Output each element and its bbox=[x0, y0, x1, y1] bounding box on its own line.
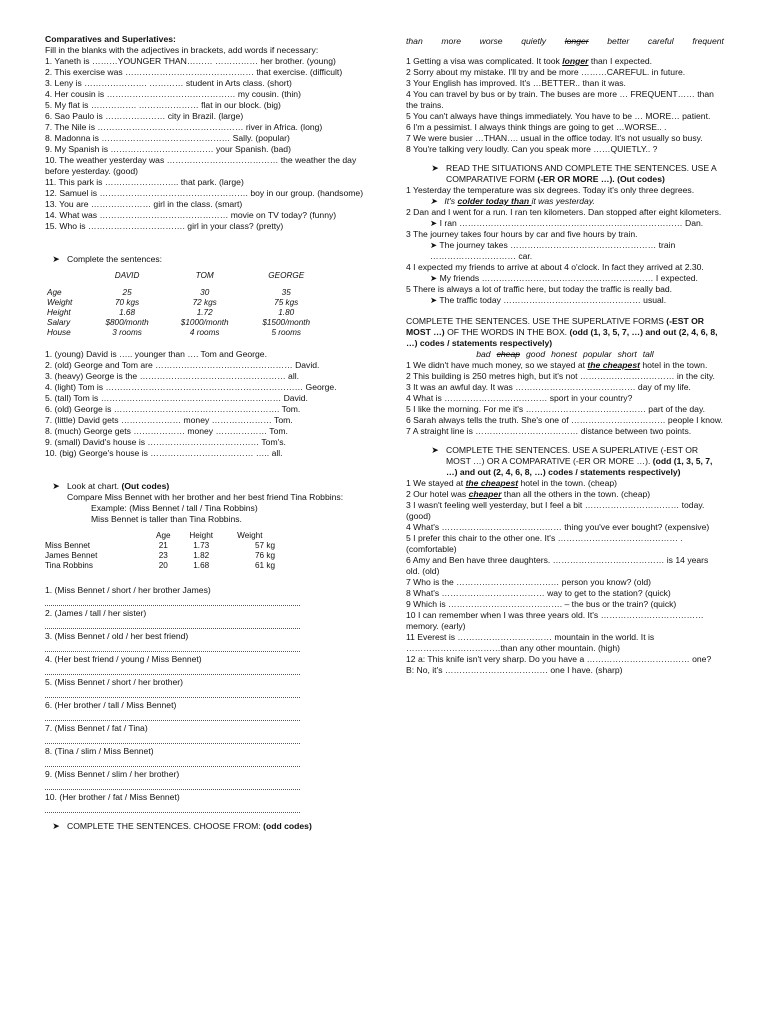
answer-line[interactable] bbox=[45, 757, 300, 767]
exercise-item: 3 I wasn't feeling well yesterday, but I feel a bit …………………………… today. (good) bbox=[406, 500, 705, 521]
arrow-bullet-icon: ➤ bbox=[431, 445, 439, 455]
table-header: Age bbox=[155, 531, 171, 540]
worksheet-title: Comparatives and Superlatives: bbox=[45, 34, 176, 44]
exercise-item: 1. (young) David is ….. younger than …. Tom and George. bbox=[45, 349, 267, 359]
exercise-item: 3. Leny is …………………. ………… student in Arts class. (short) bbox=[45, 78, 292, 88]
exercise-item: 6 Sarah always tells the truth. She's one of …………………………… people I know. bbox=[406, 415, 723, 425]
exercise-item: 8. (Tina / slim / Miss Bennet) bbox=[45, 746, 154, 756]
table-cell: Height bbox=[47, 308, 71, 317]
answer-line[interactable] bbox=[45, 711, 300, 721]
exercise-item: 1 We didn't have much money, so we stayed at the cheapest hotel in the town. bbox=[406, 360, 708, 370]
exercise-item: 9. My Spanish is ……………………………… your Spanish. (bad) bbox=[45, 144, 291, 154]
filled-answer: longer bbox=[562, 56, 589, 66]
exercise-item: 1 Getting a visa was complicated. It took longer than I expected. bbox=[406, 56, 653, 66]
exercise-item: 5. (tall) Tom is ……………………………………………………… David. bbox=[45, 393, 308, 403]
table-row bbox=[47, 288, 327, 298]
table-cell: Tina Robbins bbox=[45, 561, 93, 570]
table-header: Height bbox=[189, 531, 214, 540]
answer-line[interactable] bbox=[45, 803, 300, 813]
table-cell: $800/month bbox=[105, 318, 149, 327]
exercise-item: 2 Our hotel was cheaper than all the others in the town. (cheap) bbox=[406, 489, 651, 499]
exercise-item: 1. (Miss Bennet / short / her brother James) bbox=[45, 585, 211, 595]
exercise-item: 7 Who is the ……………………………… person you know? (old) bbox=[406, 577, 651, 587]
exercise-item: 10 I can remember when I was three years old. It's ……………………………… memory. (early) bbox=[406, 610, 704, 631]
filled-answer: the cheapest bbox=[465, 478, 519, 488]
table-cell: 1.72 bbox=[196, 308, 213, 317]
exercise-item: 1 Yesterday the temperature was six degrees. Today it's only three degrees. bbox=[406, 185, 695, 195]
exercise-item: 2. (old) George and Tom are ………………………………………… David. bbox=[45, 360, 320, 370]
exercise-item: 5. (Miss Bennet / short / her brother) bbox=[45, 677, 184, 687]
exercise-item: 15. Who is ……………………………. girl in your class? (pretty) bbox=[45, 221, 284, 231]
exercise-6-list bbox=[406, 360, 724, 437]
table-cell: Salary bbox=[47, 318, 71, 327]
exercise-item: 12 a: This knife isn't very sharp. Do you have a ……………………………… one? bbox=[406, 654, 712, 664]
table-row bbox=[47, 308, 327, 318]
word-box-word: better bbox=[607, 36, 630, 46]
table-cell: 1.68 bbox=[119, 308, 136, 317]
exercise-item: 12. Samuel is ……………………………………………. boy in our group. (handsome) bbox=[45, 188, 364, 198]
left-column bbox=[45, 34, 365, 832]
exercise-item: 8 You're talking very loudly. Can you speak more ……QUIETLY.. ? bbox=[406, 144, 658, 154]
exercise-item: 3 It was an awful day. It was …………………………………… day of my life. bbox=[406, 382, 691, 392]
word-box-word: popular bbox=[582, 349, 612, 359]
exercise-item: 4. (light) Tom is …………………………………………………………… George. bbox=[45, 382, 337, 392]
exercise-item: 10. The weather yesterday was ………………………………… the weather the day before yesterday. (good) bbox=[45, 155, 357, 176]
exercise-item: 5 There is always a lot of traffic here, but today the traffic is really bad. bbox=[406, 284, 673, 294]
exercise-item: 6 Amy and Ben have three daughters. ………………………………… is 14 years old. (old) bbox=[406, 555, 709, 576]
table-cell: James Bennet bbox=[45, 551, 98, 560]
exercise-2-list bbox=[45, 349, 365, 459]
word-box-2 bbox=[406, 349, 724, 360]
exercise-item: 11 Everest is …………………………… mountain in the world. It is ……………………………than any other mountain. (high) bbox=[406, 632, 655, 653]
right-column bbox=[406, 36, 724, 676]
exercise-item: 7. The Nile is …………………………………………… river in Africa. (long) bbox=[45, 122, 323, 132]
answer-line[interactable] bbox=[45, 688, 300, 698]
arrow-bullet-icon: ➤ bbox=[52, 254, 60, 264]
exercise-item: 7 A straight line is ……………………………… distance between two points. bbox=[406, 426, 692, 436]
exercise-item: 4 What is ……………………………… sport in your country? bbox=[406, 393, 633, 403]
exercise-5-list bbox=[406, 185, 724, 306]
table-cell: 5 rooms bbox=[271, 328, 302, 337]
table-cell: 21 bbox=[158, 541, 168, 550]
section-3-example: Example: (Miss Bennet / tall / Tina Robbins) bbox=[91, 503, 258, 513]
table-row bbox=[47, 328, 327, 338]
table-cell: 25 bbox=[122, 288, 132, 297]
exercise-item: 8 What's ……………………………… way to get to the station? (quick) bbox=[406, 588, 671, 598]
table-cell: 70 kgs bbox=[115, 298, 140, 307]
exercise-item: 8. Madonna is ……………………………………… Sally. (popular) bbox=[45, 133, 290, 143]
word-box-word: worse bbox=[479, 36, 503, 46]
table-row bbox=[45, 551, 275, 561]
exercise-item: 3. (Miss Bennet / old / her best friend) bbox=[45, 631, 189, 641]
exercise-item: 5 You can't always have things immediately. You have to be … MORE… patient. bbox=[406, 111, 711, 121]
exercise-item: 5 I like the morning. For me it's …………………………………… part of the day. bbox=[406, 404, 705, 414]
table-header bbox=[45, 531, 149, 541]
answer-line[interactable] bbox=[45, 642, 300, 652]
table-row bbox=[45, 561, 275, 571]
answer-line[interactable] bbox=[45, 619, 300, 629]
exercise-item: 11. This park is …………………….. that park. (large) bbox=[45, 177, 244, 187]
exercise-item: 4. (Her best friend / young / Miss Bennet) bbox=[45, 654, 202, 664]
filled-answer: the cheapest bbox=[587, 360, 640, 370]
answer-prompt: ➤ The traffic today ………………………………………… usual. bbox=[430, 295, 667, 305]
exercise-item: 2. This exercise was ……………………………………… that exercise. (difficult) bbox=[45, 67, 343, 77]
table-cell: 20 bbox=[158, 561, 168, 570]
exercise-item: 7 We were busier …THAN…. usual in the office today. It's not usually so busy. bbox=[406, 133, 703, 143]
section-3-heading: ➤ Look at chart. (Out codes) bbox=[45, 481, 365, 492]
exercise-item: 4. Her cousin is ……………………………………… my cousin. (thin) bbox=[45, 89, 301, 99]
word-box-word: tall bbox=[642, 349, 654, 359]
exercise-item: 1. Yaneth is ………YOUNGER THAN……… …………… her brother. (young) bbox=[45, 56, 336, 66]
exercise-item: 9 Which is …………………………………. – the bus or the train? (quick) bbox=[406, 599, 677, 609]
exercise-item: 13. You are ………………… girl in the class. (smart) bbox=[45, 199, 243, 209]
word-box-word: cheap bbox=[496, 349, 521, 359]
exercise-4-list bbox=[406, 56, 724, 155]
word-box-word: than bbox=[406, 36, 423, 46]
exercise-item: 3 The journey takes four hours by car and five hours by train. bbox=[406, 229, 638, 239]
exercise-item: 7. (little) David gets ………………… money ………………… Tom. bbox=[45, 415, 293, 425]
exercise-item: 1 We stayed at the cheapest hotel in the town. (cheap) bbox=[406, 478, 617, 488]
section-7-heading: ➤ COMPLETE THE SENTENCES. USE A SUPERLATIVE (-EST OR MOST …) OR A COMPARATIVE (-ER OR MORE …). (odd (1, 3, 5, 7, …) and out (2, 4, 6, 8, …) codes / statements respectively) bbox=[406, 445, 724, 478]
exercise-item: 8. (much) George gets ……………… money ……………… Tom. bbox=[45, 426, 288, 436]
table-cell: 75 kgs bbox=[274, 298, 299, 307]
word-box-word: longer bbox=[564, 36, 589, 46]
table-cell: 3 rooms bbox=[112, 328, 142, 337]
exercise-item: 5 I prefer this chair to the other one. It's …………………………………… . (comfortable) bbox=[406, 533, 683, 554]
table-cell: Age bbox=[47, 288, 62, 297]
exercise-item: 5. My flat is ……………. ………………… flat in our block. (big) bbox=[45, 100, 281, 110]
table-header: GEORGE bbox=[268, 271, 305, 280]
arrow-bullet-icon: ➤ bbox=[431, 163, 439, 173]
exercise-item: 4 You can travel by bus or by train. The buses are more … FREQUENT…… than the trains. bbox=[406, 89, 714, 110]
exercise-item: 2. (James / tall / her sister) bbox=[45, 608, 147, 618]
word-box-word: honest bbox=[551, 349, 577, 359]
exercise-item: 6. (old) George is …………………………………………………. Tom. bbox=[45, 404, 301, 414]
worksheet-intro: Fill in the blanks with the adjectives in brackets, add words if necessary: bbox=[45, 45, 319, 55]
answer-line[interactable] bbox=[45, 780, 300, 790]
table-cell: 57 kg bbox=[254, 541, 275, 550]
exercise-item: 10. (big) George's house is ……………………………… ….. all. bbox=[45, 448, 283, 458]
exercise-item: 6. Sao Paulo is ………………… city in Brazil. (large) bbox=[45, 111, 244, 121]
table-cell: 35 bbox=[281, 288, 291, 297]
answer-line[interactable] bbox=[45, 734, 300, 744]
word-box-word: good bbox=[526, 349, 546, 359]
exercise-item: 4 What's …………………………………… thing you've ever bought? (expensive) bbox=[406, 522, 710, 532]
table-row bbox=[45, 541, 275, 551]
table-cell: 1.73 bbox=[193, 541, 210, 550]
exercise-item: 3. (heavy) George is the …………………………………………… all. bbox=[45, 371, 300, 381]
exercise-item: 2 Dan and I went for a run. I ran ten kilometers. Dan stopped after eight kilometers. bbox=[406, 207, 722, 217]
exercise-item: 9. (Miss Bennet / slim / her brother) bbox=[45, 769, 180, 779]
word-box-word: bad bbox=[476, 349, 491, 359]
exercise-item: 6. (Her brother / tall / Miss Bennet) bbox=[45, 700, 177, 710]
answer-line[interactable] bbox=[45, 665, 300, 675]
table-cell: $1500/month bbox=[262, 318, 311, 327]
table-cell: House bbox=[47, 328, 71, 337]
table-cell: $1000/month bbox=[180, 318, 229, 327]
example-answer: ➤ It's colder today than it was yesterday. bbox=[430, 196, 595, 206]
table-cell: 76 kg bbox=[254, 551, 275, 560]
table-header bbox=[47, 271, 90, 281]
arrow-bullet-icon: ➤ bbox=[52, 481, 60, 491]
word-box-1 bbox=[406, 36, 724, 47]
exercise-item: 9. (small) David's house is ………………………………… Tom's. bbox=[45, 437, 286, 447]
exercise-7-list bbox=[406, 478, 724, 676]
exercise-item: 7. (Miss Bennet / fat / Tina) bbox=[45, 723, 148, 733]
exercise-item: 2 Sorry about my mistake. I'll try and be more ………CAREFUL. in future. bbox=[406, 67, 686, 77]
table-header: Weight bbox=[237, 531, 263, 540]
answer-prompt: ➤ My friends …………………………………………………… I expected. bbox=[430, 273, 698, 283]
table-cell: 1.80 bbox=[278, 308, 295, 317]
bennet-table bbox=[45, 531, 275, 571]
answer-line[interactable] bbox=[45, 596, 300, 606]
table-cell: 23 bbox=[158, 551, 168, 560]
exercise-3-list bbox=[45, 585, 365, 813]
exercise-item: 4 I expected my friends to arrive at about 4 o'clock. In fact they arrived at 2.30. bbox=[406, 262, 704, 272]
word-box-word: frequent bbox=[692, 36, 724, 46]
word-box-word: quietly bbox=[521, 36, 547, 46]
table-cell: 72 kgs bbox=[192, 298, 217, 307]
table-cell: 1.68 bbox=[193, 561, 210, 570]
table-cell: Weight bbox=[47, 298, 73, 307]
table-header: DAVID bbox=[114, 271, 140, 280]
exercise-item: 3 Your English has improved. It's …BETTER.. than it was. bbox=[406, 78, 626, 88]
section-5-heading: ➤ READ THE SITUATIONS AND COMPLETE THE SENTENCES. USE A COMPARATIVE FORM (-ER OR MORE …). (Out codes) bbox=[406, 163, 724, 185]
section-6-heading: COMPLETE THE SENTENCES. USE THE SUPERLATIVE FORMS (-EST OR MOST …) OF THE WORDS IN THE BOX. (odd (1, 3, 5, 7, …) and out (2, 4, 6, 8, …) codes / statements respectively) bbox=[406, 316, 718, 348]
word-box-word: more bbox=[441, 36, 461, 46]
exercise-item: 6 I'm a pessimist. I always think things are going to get …WORSE.. . bbox=[406, 122, 667, 132]
table-row bbox=[47, 318, 327, 328]
section-2-heading: ➤ Complete the sentences: bbox=[45, 254, 365, 265]
answer-prompt: ➤ I ran …………………………………………………………………… Dan. bbox=[430, 218, 704, 228]
exercise-item: 2 This building is 250 metres high, but it's not …………………………… in the city. bbox=[406, 371, 715, 381]
table-row bbox=[47, 298, 327, 308]
filled-answer: cheaper bbox=[468, 489, 502, 499]
table-cell: 61 kg bbox=[254, 561, 275, 570]
exercise-item: 14. What was ……………………………………… movie on TV today? (funny) bbox=[45, 210, 337, 220]
table-cell: Miss Bennet bbox=[45, 541, 91, 550]
table-cell: 30 bbox=[200, 288, 210, 297]
arrow-bullet-icon: ➤ bbox=[52, 821, 60, 831]
exercise-item: 10. (Her brother / fat / Miss Bennet) bbox=[45, 792, 180, 802]
exercise-item: B: No, it's ……………………………… one I have. (sharp) bbox=[406, 665, 623, 675]
section-3-example-answer: Miss Bennet is taller than Tina Robbins. bbox=[91, 514, 242, 524]
word-box-word: careful bbox=[647, 36, 674, 46]
table-cell: 4 rooms bbox=[189, 328, 220, 337]
section-3-intro: Compare Miss Bennet with her brother and her best friend Tina Robbins: bbox=[67, 492, 344, 502]
section-4-heading: ➤ COMPLETE THE SENTENCES. CHOOSE FROM: (odd codes) bbox=[45, 821, 365, 832]
table-header: TOM bbox=[195, 271, 214, 280]
people-table bbox=[47, 271, 327, 338]
exercise-1-list bbox=[45, 56, 365, 232]
table-cell: 1.82 bbox=[193, 551, 210, 560]
word-box-word: short bbox=[617, 349, 637, 359]
answer-prompt: ➤ The journey takes …………………………………………… train ………………………… car. bbox=[430, 240, 676, 261]
